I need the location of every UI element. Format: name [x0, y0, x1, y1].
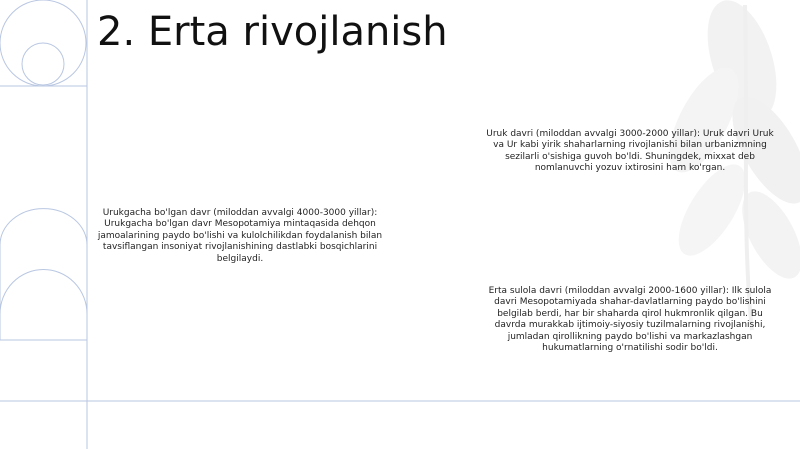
text-block-erta-sulola: Erta sulola davri (miloddan avvalgi 2000-1600 yillar): Ilk sulola davri Mesopotamiyada shahar-davlatlarning paydo bo'lishini belgilab berdi, har bir shaharda qirol hukmronlik qilgan. Bu davrda murakkab ijtimoiy-siyosiy tuzilmalarning rivojlanishi, jumladan qirollikning paydo bo'lishi va markazlashgan hukumatlarning o'rnatilishi sodir bo'ldi.: [488, 286, 772, 354]
arch-upper: [0, 209, 87, 245]
inner-circle-top: [22, 43, 64, 85]
text-block-uruk: Uruk davri (miloddan avvalgi 3000-2000 yillar): Uruk davri Uruk va Ur kabi yirik shaharlarning rivojlanishi bilan urbanizmning sezilarli o'sishiga guvoh bo'ldi. Shuningdek, mixxat deb nomlanuvchi yozuv ixtirosini ham ko'rgan.: [486, 129, 774, 174]
slide-title: 2. Erta rivojlanish: [97, 9, 448, 55]
text-block-urukgacha: Urukgacha bo'lgan davr (miloddan avvalgi 4000-3000 yillar): Urukgacha bo'lgan davr Mesopotamiya mintaqasida dehqon jamoalarining paydo bo'lishi va kulolchilikdan foydalanish bilan tavsiflangan insoniyat rivojlanishining dastlabki bosqichlarini belgilaydi.: [97, 208, 383, 264]
arch-lower: [0, 269, 87, 314]
